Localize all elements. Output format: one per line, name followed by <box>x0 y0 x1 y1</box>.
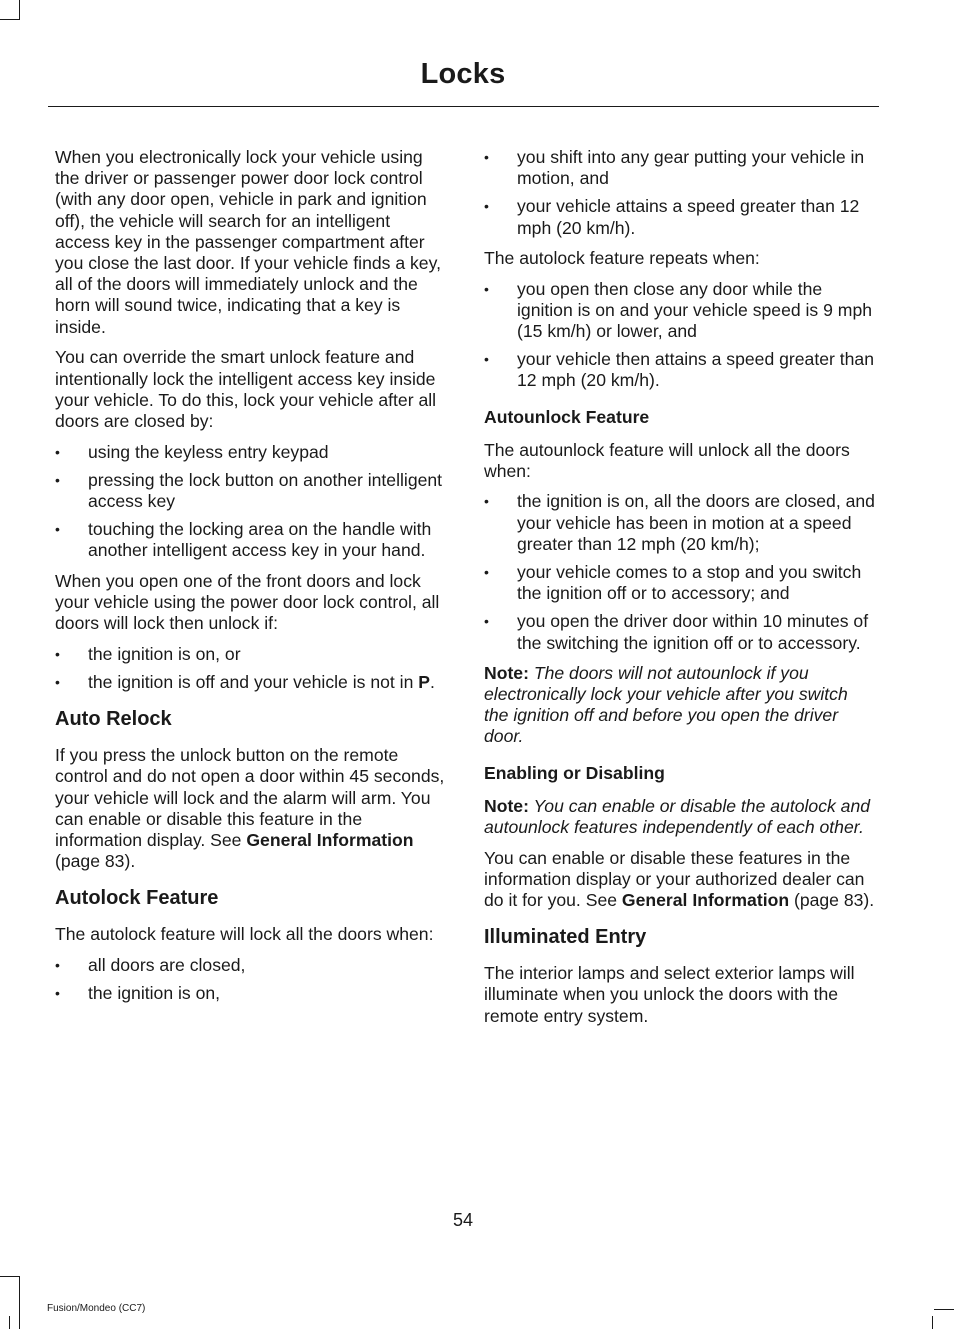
bullet-list <box>55 644 445 693</box>
bullet-icon: • <box>55 957 60 974</box>
crop-mark-bottom-left-h <box>0 1276 20 1277</box>
paragraph: You can override the smart unlock feature and intentionally lock the intelligent access key inside your vehicle. To do this, lock your vehicle after all doors are closed by: <box>55 347 437 431</box>
crop-mark-bottom-right-v <box>932 1316 933 1329</box>
left-column <box>55 147 445 1014</box>
note-label: Note: <box>484 795 529 816</box>
bullet-icon: • <box>55 471 60 488</box>
bullet-list <box>484 279 876 392</box>
gear-position-label: P <box>418 671 430 692</box>
bullet-list <box>484 491 876 653</box>
crop-mark-top-left-v <box>19 0 20 20</box>
list-item: • you open the driver door within 10 minutes of the switching the ignition off or to accessory. <box>484 611 869 653</box>
page-title: Locks <box>420 58 506 90</box>
bullet-icon: • <box>484 564 489 581</box>
section-heading-auto-relock: Auto Relock <box>55 708 172 731</box>
bullet-icon: • <box>55 645 60 662</box>
crop-mark-bottom-left-v <box>19 1276 20 1329</box>
list-item: • all doors are closed, <box>55 955 246 976</box>
bullet-icon: • <box>55 673 60 690</box>
footer-model-label: Fusion/Mondeo (CC7) <box>47 1303 146 1314</box>
right-column <box>484 147 876 1036</box>
bullet-icon: • <box>484 613 489 630</box>
crop-mark-bottom-left-v2 <box>9 1316 10 1329</box>
bullet-icon: • <box>55 985 60 1002</box>
list-item: • using the keyless entry keypad <box>55 441 329 462</box>
bullet-list <box>55 442 445 562</box>
crop-mark-bottom-right-h <box>934 1309 954 1310</box>
cross-reference-link[interactable]: General Information <box>246 829 414 850</box>
paragraph: The autolock feature will lock all the doors when: <box>55 924 434 945</box>
paragraph: The autounlock feature will unlock all the doors when: <box>484 439 850 481</box>
section-heading-autolock: Autolock Feature <box>55 887 219 910</box>
bullet-list <box>484 147 876 239</box>
list-item: • your vehicle then attains a speed greater than 12 mph (20 km/h). <box>484 349 874 391</box>
title-divider <box>48 106 879 107</box>
list-item: • the ignition is off and your vehicle is not in P. <box>55 671 435 692</box>
list-item: • the ignition is on, or <box>55 643 241 664</box>
list-item: • your vehicle attains a speed greater than 12 mph (20 km/h). <box>484 196 860 238</box>
list-item: • touching the locking area on the handle with another intelligent access key in your hand. <box>55 519 432 561</box>
bullet-icon: • <box>484 280 489 297</box>
crop-mark-top-left-h <box>0 19 20 20</box>
page-number: 54 <box>452 1210 474 1230</box>
list-item: • you shift into any gear putting your vehicle in motion, and <box>484 147 865 189</box>
bullet-icon: • <box>484 198 489 215</box>
list-item: • the ignition is on, <box>55 983 221 1004</box>
bullet-list <box>55 955 445 1004</box>
paragraph: The interior lamps and select exterior lamps will illuminate when you unlock the doors with the remote entry system. <box>484 963 855 1026</box>
bullet-icon: • <box>484 149 489 165</box>
bullet-icon: • <box>55 443 60 460</box>
cross-reference-link[interactable]: General Information <box>621 889 790 910</box>
bullet-icon: • <box>484 351 489 368</box>
paragraph: The autolock feature repeats when: <box>484 247 760 268</box>
paragraph: If you press the unlock button on the remote control and do not open a door within 45 seconds, your vehicle will lock and the alarm will arm. You can enable or disable this feature in the information display. See General Information (page 83). <box>55 745 445 872</box>
bullet-icon: • <box>55 521 60 538</box>
section-heading-autounlock: Autounlock Feature <box>484 406 650 427</box>
list-item: • the ignition is on, all the doors are closed, and your vehicle has been in motion at a speed greater than 12 mph (20 km/h); <box>484 491 875 554</box>
paragraph: You can enable or disable these features in the information display or your authorized dealer can do it for you. See General Information (page 83). <box>484 847 875 910</box>
note: Note: The doors will not autounlock if you electronically lock your vehicle after you switch the ignition off and before you open the driver door. <box>484 662 848 747</box>
list-item: • your vehicle comes to a stop and you switch the ignition off or to accessory; and <box>484 562 862 604</box>
bullet-icon: • <box>484 493 489 510</box>
section-heading-enabling-disabling: Enabling or Disabling <box>484 762 665 783</box>
paragraph: When you open one of the front doors and lock your vehicle using the power door lock control, all doors will lock then unlock if: <box>55 570 440 634</box>
note: Note: You can enable or disable the autolock and autounlock features independently of each other. <box>484 795 871 837</box>
list-item: • you open then close any door while the ignition is on and your vehicle speed is 9 mph (15 km/h) or lower, and <box>484 278 873 341</box>
note-label: Note: <box>484 662 529 683</box>
paragraph: When you electronically lock your vehicle using the driver or passenger power door lock control (with any door open, vehicle in park and ignition off), the vehicle will search for an intelligent access key in the passenger compartment after you close the last door. If your vehicle finds a key, all of the doors will immediately unlock and the horn will sound twice, indicating that a key is inside. <box>55 147 441 337</box>
list-item: • pressing the lock button on another intelligent access key <box>55 469 443 512</box>
section-heading-illuminated-entry: Illuminated Entry <box>484 926 647 949</box>
